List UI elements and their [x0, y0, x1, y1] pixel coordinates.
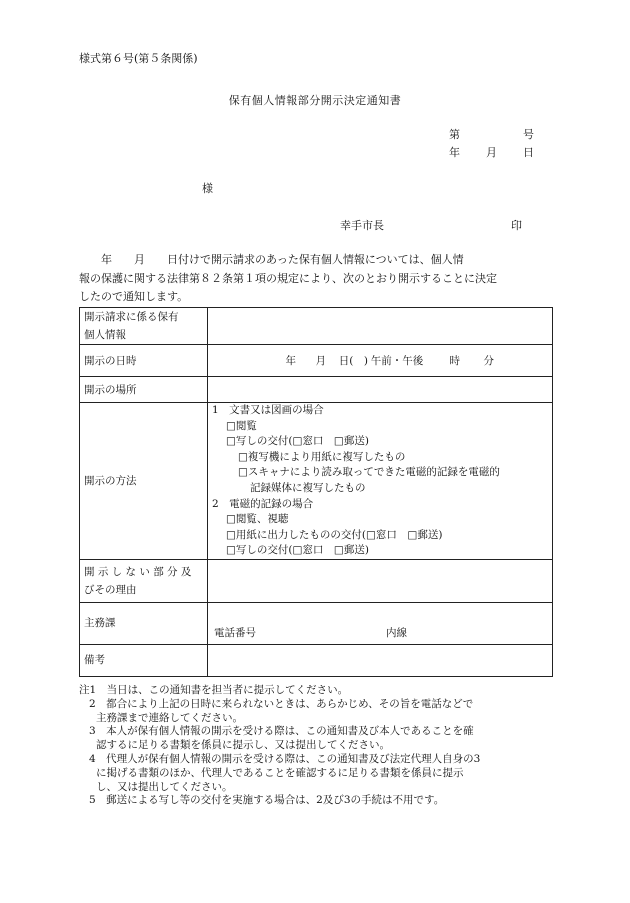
number-prefix: 第 [449, 128, 460, 141]
dt-year: 年 [285, 355, 296, 367]
addressee-suffix: 様 [202, 182, 213, 195]
body-line-1: 年 月 日付けで開示請求のあった保有個人情報については、個人情 [79, 253, 464, 266]
dt-minute: 分 [483, 355, 494, 367]
notes-section [79, 684, 559, 808]
remarks-value[interactable] [208, 644, 553, 676]
note-2-cont: 主務課まで連絡してください。 [96, 711, 243, 724]
table-row [80, 644, 553, 676]
disclosure-method-options [208, 403, 553, 560]
note-1: 注1 当日は、この通知書を担当者に提示してください。 [79, 684, 349, 696]
notice-body [79, 251, 553, 307]
disclosure-method-label: 開示の方法 [80, 403, 208, 560]
remarks-label: 備考 [80, 644, 208, 676]
method-checkbox-view-listen[interactable]: □閲覧、視聴 [226, 513, 289, 526]
method-checkbox-photocopy[interactable]: □複写機により用紙に複写したもの [238, 450, 406, 463]
undisclosed-parts-value[interactable] [208, 559, 553, 602]
disclosure-table [79, 307, 553, 677]
note-3-cont: 認するに足りる書類を係員に提示し、又は提出してください。 [96, 739, 390, 752]
label-line: 開 示 し な い 部 分 及 [84, 565, 192, 578]
dt-hour: 時 [449, 355, 460, 367]
method-checkbox-copy[interactable]: □写しの交付(□窓口 □郵送) [226, 435, 369, 448]
method-checkbox-view[interactable]: □閲覧 [226, 419, 257, 432]
note-4-cont: し、又は提出してください。 [96, 780, 233, 793]
phone-label: 電話番号 [214, 626, 256, 639]
requested-info-label [80, 308, 208, 345]
method-checkbox-electronic-copy[interactable]: □写しの交付(□窓口 □郵送) [226, 544, 369, 557]
extension-label: 内線 [386, 626, 407, 639]
responsible-dept-label: 主務課 [80, 602, 208, 644]
number-suffix: 号 [523, 128, 534, 141]
dt-day: 日( ) [338, 355, 368, 367]
body-line-3: したので通知します。 [79, 290, 189, 303]
dt-ampm: 午前・午後 [370, 355, 424, 367]
table-row [80, 403, 553, 560]
method-checkbox-scan[interactable]: □スキャナにより読み取ってできた電磁的記録を電磁的 [238, 466, 500, 479]
table-row [80, 308, 553, 345]
responsible-dept-value[interactable] [208, 602, 553, 644]
date-year: 年 [449, 146, 460, 159]
note-5: 5 郵送による写し等の交付を実施する場合は、2及び3の手続は不用です。 [89, 794, 445, 807]
note-2: 2 都合により上記の日時に来られないときは、あらかじめ、その旨を電話などで [89, 697, 474, 710]
table-row [80, 559, 553, 602]
date-month: 月 [486, 146, 497, 159]
document-title: 保有個人情報部分開示決定通知書 [228, 94, 402, 107]
form-number-label: 様式第６号(第５条関係) [79, 52, 198, 65]
label-line: 個人情報 [84, 329, 126, 341]
disclosure-place-value[interactable] [208, 377, 553, 403]
method-heading-electronic: 2 電磁的記録の場合 [212, 497, 314, 510]
dt-month: 月 [315, 355, 326, 367]
method-scan-continued: 記録媒体に複写したもの [250, 481, 366, 494]
label-line: 開示請求に係る保有 [84, 311, 179, 323]
disclosure-place-label: 開示の場所 [80, 377, 208, 403]
method-checkbox-printout[interactable]: □用紙に出力したものの交付(□窓口 □郵送) [226, 528, 443, 541]
disclosure-datetime-label: 開示の日時 [80, 345, 208, 377]
label-line: びその理由 [84, 583, 137, 596]
table-row [80, 377, 553, 403]
note-4: 4 代理人が保有個人情報の開示を受ける際は、この通知書及び法定代理人自身の3 [89, 752, 481, 765]
method-heading-documents: 1 文書又は図画の場合 [212, 404, 324, 416]
disclosure-datetime-value[interactable] [208, 345, 553, 377]
requested-info-value[interactable] [208, 308, 553, 345]
date-day: 日 [523, 146, 534, 159]
note-3: 3 本人が保有個人情報の開示を受ける際は、この通知書及び本人であることを確 [89, 725, 474, 738]
note-4-cont: に掲げる書類のほか、代理人であることを確認するに足りる書類を係員に提示 [96, 766, 464, 779]
table-row [80, 345, 553, 377]
table-row [80, 602, 553, 644]
undisclosed-parts-label [80, 559, 208, 602]
sender-name: 幸手市長 [340, 219, 384, 232]
seal-mark: 印 [511, 219, 522, 232]
body-line-2: 報の保護に関する法律第８２条第１項の規定により、次のとおり開示することに決定 [79, 271, 497, 285]
